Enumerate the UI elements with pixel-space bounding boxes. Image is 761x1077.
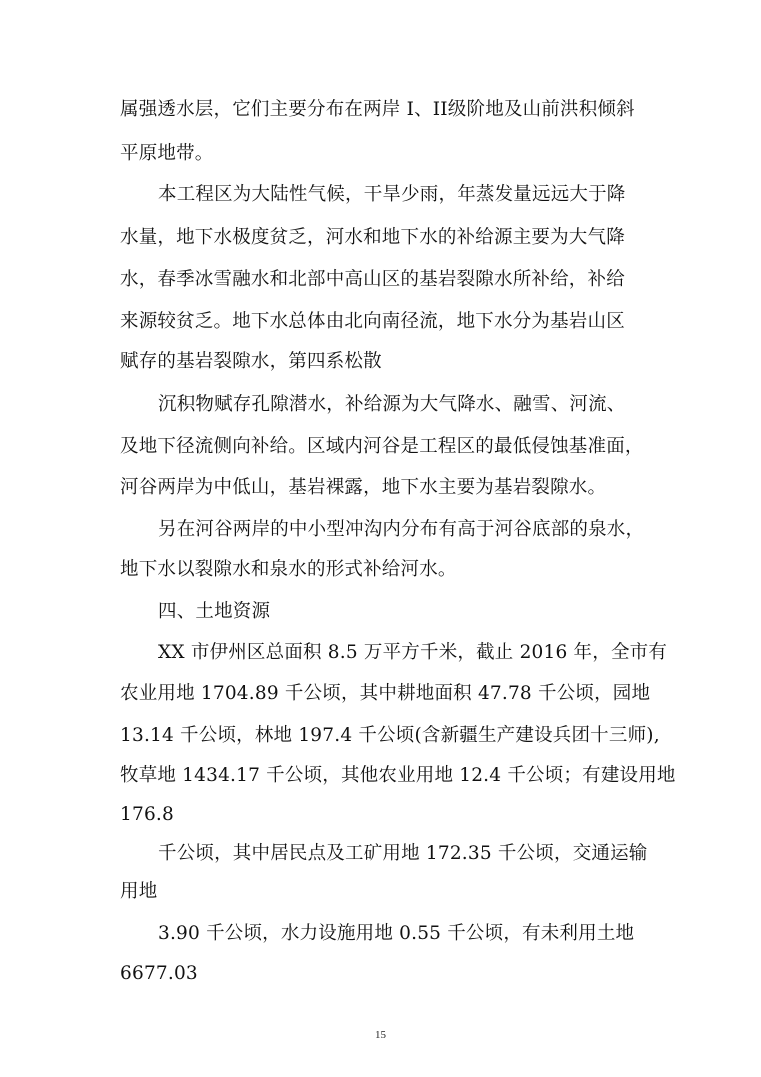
- text-line: 及地下径流侧向补给。区域内河谷是工程区的最低侵蚀基准面，: [120, 436, 644, 457]
- text-line: 用地: [120, 881, 158, 902]
- text-line: 水，春季冰雪融水和北部中高山区的基岩裂隙水所补给，补给: [120, 269, 625, 290]
- text-line: 平原地带。: [120, 143, 214, 164]
- text-line: 农业用地 1704.89 千公顷，其中耕地面积 47.78 千公顷，园地: [120, 683, 651, 704]
- text-line: 赋存的基岩裂隙水，第四系松散: [120, 351, 382, 372]
- text-line: 176.8: [120, 804, 174, 825]
- text-line: 属强透水层，它们主要分布在两岸 I、II级阶地及山前洪积倾斜: [120, 99, 635, 120]
- text-line: 本工程区为大陆性气候，干旱少雨，年蒸发量远远大于降: [158, 184, 626, 205]
- text-line: XX 市伊州区总面积 8.5 万平方千米，截止 2016 年，全市有: [158, 642, 668, 663]
- text-line: 3.90 千公顷，水力设施用地 0.55 千公顷，有未利用土地: [158, 923, 635, 944]
- text-line: 牧草地 1434.17 千公顷，其他农业用地 12.4 千公顷；有建设用地: [120, 765, 676, 786]
- text-line: 千公顷，其中居民点及工矿用地 172.35 千公顷，交通运输: [158, 843, 648, 864]
- section-heading: 四、土地资源: [158, 601, 271, 622]
- text-line: 河谷两岸为中低山，基岩裸露，地下水主要为基岩裂隙水。: [120, 477, 607, 498]
- text-line: 13.14 千公顷，林地 197.4 千公顷(含新疆生产建设兵团十三师),: [120, 725, 660, 746]
- text-line: 沉积物赋存孔隙潜水，补给源为大气降水、融雪、河流、: [158, 394, 626, 415]
- text-line: 水量，地下水极度贫乏，河水和地下水的补给源主要为大气降: [120, 227, 625, 248]
- text-line: 地下水以裂隙水和泉水的形式补给河水。: [120, 559, 457, 580]
- text-line: 来源较贫乏。地下水总体由北向南径流，地下水分为基岩山区: [120, 311, 625, 332]
- text-line: 6677.03: [120, 963, 198, 984]
- page-number: 15: [375, 1029, 386, 1041]
- text-line: 另在河谷两岸的中小型冲沟内分布有高于河谷底部的泉水，: [158, 519, 645, 540]
